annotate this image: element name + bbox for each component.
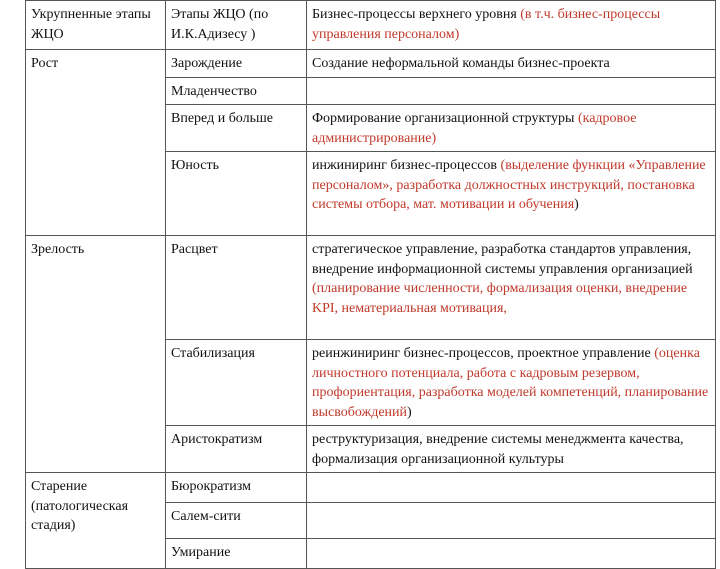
stage-cell: Юность <box>166 152 307 236</box>
stage-cell: Вперед и больше <box>166 105 307 152</box>
process-cell <box>307 340 716 426</box>
header-processes-text: Бизнес-процессы верхнего уровня <box>312 7 521 22</box>
lifecycle-table <box>25 0 716 569</box>
process-text: реструктуризация, внедрение системы менеджмента качества, формализация организационной культуры <box>312 432 684 467</box>
process-text: инжиниринг бизнес-процессов <box>312 158 501 173</box>
process-text: реинжиниринг бизнес-процессов, проектное управление <box>312 346 655 361</box>
stage-cell: Расцвет <box>166 236 307 340</box>
header-hr-processes-text: (в т.ч. бизнес-процессы управления персоналом) <box>312 7 661 42</box>
process-text: Формирование организационной структуры <box>312 111 578 126</box>
hr-process-text: (оценка личностного потенциала, работа с кадровым резервом, профориентация, разработка моделей компетенций, планирование высвобождений <box>312 346 709 420</box>
process-cell <box>307 539 716 569</box>
process-cell <box>307 503 716 539</box>
group-cell-maturity: Зрелость <box>26 236 166 473</box>
process-cell <box>307 152 716 236</box>
table-row <box>26 236 716 340</box>
process-text: стратегическое управление, разработка стандартов управления, внедрение информационной системы управления организацией <box>312 242 693 277</box>
process-cell <box>307 236 716 340</box>
header-row <box>26 1 716 50</box>
group-cell-aging: Старение (патологическая стадия) <box>26 473 166 569</box>
header-cell-groups: Укрупненные этапы ЖЦО <box>26 1 166 50</box>
hr-process-text: (кадровое администрирование) <box>312 111 637 146</box>
header-cell-processes <box>307 1 716 50</box>
stage-cell: Стабилизация <box>166 340 307 426</box>
stage-cell: Салем-сити <box>166 503 307 539</box>
group-cell-growth: Рост <box>26 50 166 236</box>
process-tail: ) <box>407 404 412 420</box>
table-row <box>26 473 716 503</box>
table-row <box>26 50 716 78</box>
hr-process-text: (планирование численности, формализация оценки, внедрение KPI, нематериальная мотивация, <box>312 281 688 316</box>
process-cell <box>307 473 716 503</box>
process-tail: ) <box>574 197 579 212</box>
process-cell <box>307 50 716 78</box>
stage-cell: Зарождение <box>166 50 307 78</box>
stage-cell: Бюрократизм <box>166 473 307 503</box>
stage-cell: Умирание <box>166 539 307 569</box>
stage-cell: Младенчество <box>166 77 307 105</box>
process-cell <box>307 105 716 152</box>
process-cell <box>307 426 716 473</box>
stage-cell: Аристократизм <box>166 426 307 473</box>
hr-process-text: (выделение функции «Управление персоналом», разработка должностных инструкций, постановка системы отбора, мат. мотивации и обучения <box>312 158 706 212</box>
process-text: Создание неформальной команды бизнес-проекта <box>312 56 610 71</box>
header-cell-stages: Этапы ЖЦО (по И.К.Адизесу ) <box>166 1 307 50</box>
process-cell <box>307 77 716 105</box>
